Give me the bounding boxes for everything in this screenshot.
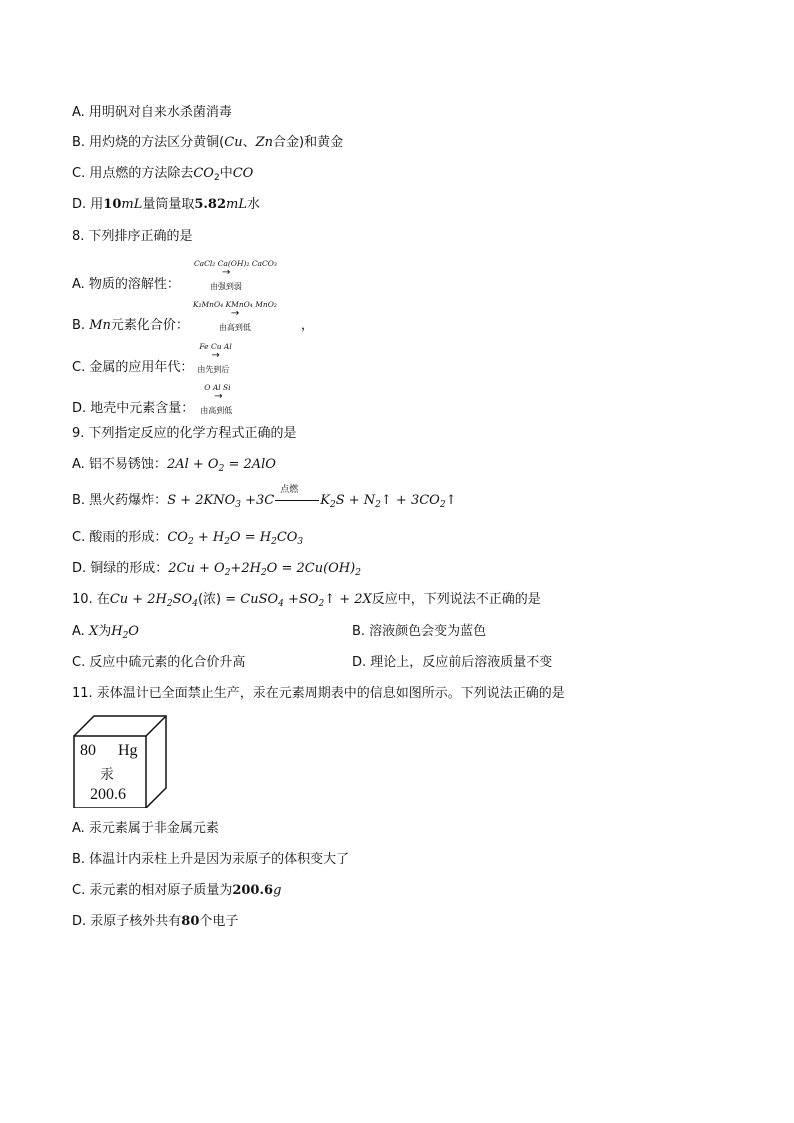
q9-option-d: D. 铜绿的形成：$2Cu + O_2+2H_2O = 2Cu(OH)_2$ [72,561,361,578]
q8-option-d: D. 地壳中元素含量： O Al Si → 由高到低 [72,379,256,417]
q11-option-a: A. 汞元素属于非金属元素 [72,821,219,836]
q10-option-c: C. 反应中硫元素的化合价升高 [72,655,246,670]
element-atomic-number: 80 [80,742,96,759]
q10-stem: 10. 在$Cu + 2H_2SO_4$(浓) = CuSO$_4$ $+SO_2↑ + 2X$反应中，下列说法不正确的是 [72,592,541,609]
q7-option-a: A. 用明矾对自来水杀菌消毒 [72,105,232,120]
q10-option-b: B. 溶液颜色会变为蓝色 [352,624,487,639]
q9-stem: 9. 下列指定反应的化学方程式正确的是 [72,426,297,441]
element-atomic-mass: 200.6 [90,786,126,803]
reaction-condition: 点燃 [274,492,320,510]
q9-option-c: C. 酸雨的形成：$CO_2 + H_2O = H_2CO_3$ [72,530,304,547]
q8-d-ordering: O Al Si → 由高到低 [200,383,233,415]
q8-b-ordering: K₂MnO₄ KMnO₄ MnO₂ → 由高到低 [192,300,277,332]
q7-option-b: B. 用灼烧的方法区分黄铜(Cu、Zn合金)和黄金 [72,135,344,150]
q8-option-b: B. Mn元素化合价： K₂MnO₄ KMnO₄ MnO₂ → 由高到低 ， [72,296,314,334]
q8-stem: 8. 下列排序正确的是 [72,229,193,244]
q11-option-d: D. 汞原子核外共有80个电子 [72,914,239,929]
q8-a-ordering: CaCl₂ Ca(OH)₂ CaCO₃ → 由强到弱 [193,259,277,291]
q7-option-c: C. 用点燃的方法除去$CO_2$中CO [72,166,254,183]
q9-option-b: B. 黑火药爆炸：$S + 2KNO_3 +3C$ 点燃 $K_2S$ + $N_2↑$ + $3CO_2↑$ [72,485,457,510]
q8-option-a: A. 物质的溶解性： CaCl₂ Ca(OH)₂ CaCO₃ → 由强到弱 [72,255,292,293]
element-name: 汞 [100,767,114,783]
q11-stem: 11. 汞体温计已全面禁止生产，汞在元素周期表中的信息如图所示。下列说法正确的是 [72,686,565,701]
q10-option-a: A. X为$H_2O$ [72,624,139,641]
q8-c-ordering: Fe Cu Al → 由先到后 [197,342,232,374]
q11-option-b: B. 体温计内汞柱上升是因为汞原子的体积变大了 [72,852,350,867]
periodic-element-card [72,714,168,808]
element-symbol: Hg [118,742,138,759]
q7-option-d: D. 用10mL量筒量取5.82mL水 [72,197,261,212]
q9-option-a: A. 铝不易锈蚀：$2Al + O_2 = 2AlO$ [72,457,276,474]
q11-option-c: C. 汞元素的相对原子质量为200.6g [72,883,282,898]
q10-option-d: D. 理论上，反应前后溶液质量不变 [352,655,553,670]
q8-option-c: C. 金属的应用年代： Fe Cu Al → 由先到后 [72,338,255,376]
